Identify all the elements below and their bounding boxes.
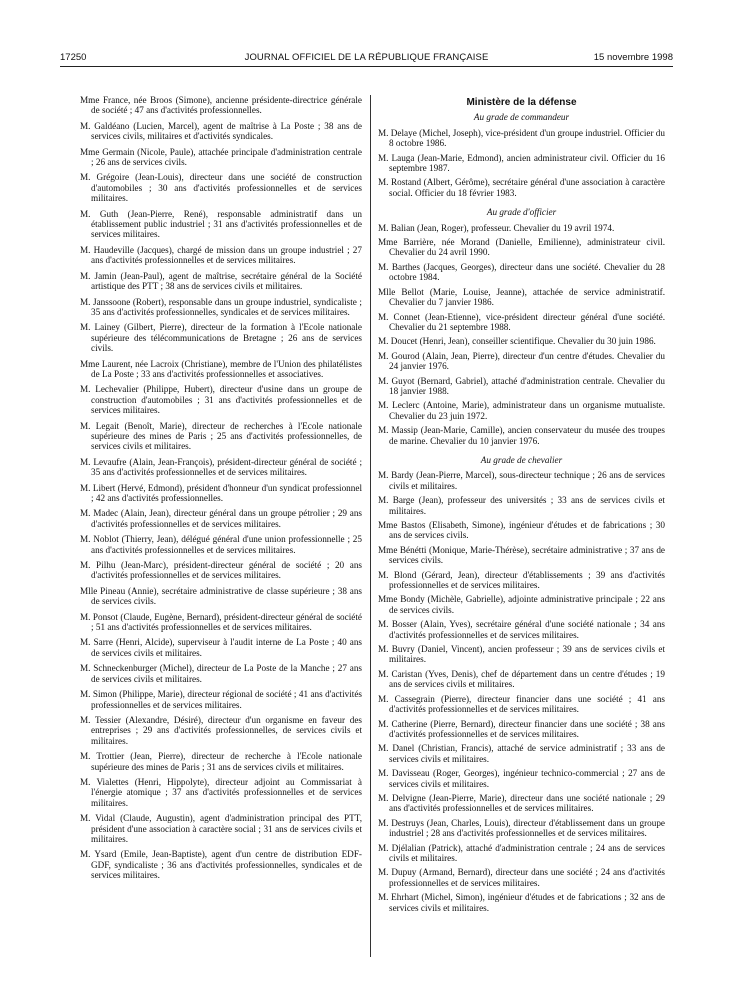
honoree-entry: M. Pilhu (Jean-Marc), président-directeur général de société ; 20 ans d'activités professionnelles et de services militaires. — [80, 560, 362, 581]
page-number: 17250 — [60, 52, 87, 63]
right-column — [378, 95, 665, 917]
honoree-entry: Mme Bondy (Michèle, Gabrielle), adjointe administrative principale ; 22 ans de services civils. — [378, 594, 665, 615]
honoree-entry: M. Massip (Jean-Marie, Camille), ancien conservateur du musée des troupes de marine. Chevalier du 10 janvier 1976. — [378, 425, 665, 446]
honoree-entry: M. Caristan (Yves, Denis), chef de département dans un centre d'études ; 19 ans de services civils et militaires. — [378, 668, 665, 690]
honoree-entry: M. Galdéano (Lucien, Marcel), agent de maîtrise à La Poste ; 38 ans de services civils, militaires et d'activités syndicales. — [80, 120, 362, 142]
honoree-entry: Mme Barrière, née Morand (Danielle, Emilienne), administrateur civil. Chevalier du 24 avril 1990. — [378, 237, 665, 258]
officier-list — [378, 223, 665, 446]
honoree-entry: M. Haudeville (Jacques), chargé de mission dans un groupe industriel ; 27 ans d'activités professionnelles et de services militaires. — [80, 244, 362, 266]
header-rule — [60, 66, 673, 67]
honoree-entry: M. Rostand (Albert, Gérôme), secrétaire général d'une association à caractère social. Officier du 18 février 1983. — [378, 177, 665, 198]
issue-date: 15 novembre 1998 — [593, 52, 673, 63]
honoree-entry: M. Barthes (Jacques, Georges), directeur dans une société. Chevalier du 28 octobre 1984. — [378, 261, 665, 283]
honoree-entry: M. Lainey (Gilbert, Pierre), directeur de la formation à l'Ecole nationale supérieure des télécommunications de Bretagne ; 26 ans de services civils. — [80, 322, 362, 354]
honoree-entry: M. Legait (Benoît, Marie), directeur de recherches à l'Ecole nationale supérieure des mines de Paris ; 25 ans d'activités professionnelles, de services civils et militaires. — [80, 420, 362, 452]
honoree-entry: M. Libert (Hervé, Edmond), président d'honneur d'un syndicat professionnel ; 42 ans d'activités professionnelles. — [80, 482, 362, 503]
honoree-entry: M. Noblot (Thierry, Jean), délégué général d'une union professionnelle ; 25 ans d'activités professionnelles et de services militaires. — [80, 534, 362, 555]
honoree-entry: Mme Bénétti (Monique, Marie-Thérèse), secrétaire administrative ; 37 ans de services civils. — [378, 544, 665, 566]
honoree-entry: Mme France, née Broos (Simone), ancienne présidente-directrice générale de société ; 47 ans d'activités professionnelles. — [80, 95, 362, 116]
column-divider — [370, 95, 371, 957]
honoree-entry: M. Lechevalier (Philippe, Hubert), directeur d'usine dans un groupe de construction d'automobiles ; 31 ans d'activités professionnelles et de services militaires. — [80, 384, 362, 416]
grade-heading-chevalier: Au grade de chevalier — [480, 454, 563, 465]
honoree-entry: M. Connet (Jean-Etienne), vice-président directeur général d'une société. Chevalier du 21 septembre 1988. — [378, 311, 665, 332]
honoree-entry: M. Ysard (Emile, Jean-Baptiste), agent d'un centre de distribution EDF-GDF, syndicaliste ; 36 ans d'activités professionnelles, syndicales et de services militaires. — [80, 849, 362, 881]
honoree-entry: Mme Laurent, née Lacroix (Christiane), membre de l'Union des philatélistes de La Poste ; 33 ans d'activités professionnelles et associatives. — [80, 358, 362, 379]
journal-title: JOURNAL OFFICIEL DE LA RÉPUBLIQUE FRANÇAISE — [244, 52, 489, 63]
honoree-entry: M. Janssoone (Robert), responsable dans un groupe industriel, syndicaliste ; 35 ans d'activités professionnelles, syndicales et de services militaires. — [80, 296, 362, 317]
honoree-entry: M. Sarre (Henri, Alcide), superviseur à l'audit interne de La Poste ; 40 ans de services civils et militaires. — [80, 637, 362, 658]
honoree-entry: M. Dupuy (Armand, Bernard), directeur dans une société ; 24 ans d'activités professionnelles et de services militaires. — [378, 867, 665, 888]
honoree-entry: M. Danel (Christian, Francis), attaché de service administratif ; 33 ans de services civils et militaires. — [378, 743, 665, 764]
ministry-heading: Ministère de la défense — [466, 97, 577, 108]
honoree-entry: Mme Germain (Nicole, Paule), attachée principale d'administration centrale ; 26 ans de services civils. — [80, 146, 362, 168]
honoree-entry: M. Bosser (Alain, Yves), secrétaire général d'une société nationale ; 34 ans d'activités professionnelles et de services militaires. — [378, 619, 665, 640]
honoree-entry: Mme Bastos (Elisabeth, Simone), ingénieur d'études et de fabrications ; 30 ans de services civils. — [378, 520, 665, 541]
honoree-entry: Mlle Pineau (Annie), secrétaire administrative de classe supérieure ; 38 ans de services civils. — [80, 585, 362, 607]
honoree-entry: M. Buvry (Daniel, Vincent), ancien professeur ; 39 ans de services civils et militaires. — [378, 644, 665, 665]
honoree-entry: M. Tessier (Alexandre, Désiré), directeur d'un organisme en faveur des entreprises ; 29 ans d'activités professionnelles, de services civils et militaires. — [80, 714, 362, 746]
honoree-entry: M. Vialettes (Henri, Hippolyte), directeur adjoint au Commissariat à l'énergie atomique ; 37 ans d'activités professionnelles et de services militaires. — [80, 776, 362, 808]
honoree-entry: M. Schneckenburger (Michel), directeur de La Poste de la Manche ; 27 ans de services civils et militaires. — [80, 663, 362, 684]
honoree-entry: M. Delvigne (Jean-Pierre, Marie), directeur dans une société nationale ; 29 ans d'activités professionnelles et de services militaires. — [378, 792, 665, 814]
honoree-entry: M. Ehrhart (Michel, Simon), ingénieur d'études et de fabrications ; 32 ans de services civils et militaires. — [378, 892, 665, 913]
honoree-entry: M. Balian (Jean, Roger), professeur. Chevalier du 19 avril 1974. — [378, 222, 615, 233]
honoree-entry: M. Trottier (Jean, Pierre), directeur de recherche à l'Ecole nationale supérieure des mines de Paris ; 31 ans de services civils et militaires. — [80, 751, 362, 772]
honoree-entry: M. Levaufre (Alain, Jean-François), président-directeur général de société ; 35 ans d'activités professionnelles et de services militaires. — [80, 456, 362, 478]
honoree-entry: M. Barge (Jean), professeur des universités ; 33 ans de services civils et militaires. — [378, 495, 665, 516]
honoree-entry: Mlle Bellot (Marie, Louise, Jeanne), attachée de service administratif. Chevalier du 7 janvier 1986. — [378, 286, 665, 308]
honoree-entry: M. Djélalian (Patrick), attaché d'administration centrale ; 24 ans de services civils et militaires. — [378, 842, 665, 863]
commandeur-list — [378, 128, 665, 198]
honoree-entry: M. Guth (Jean-Pierre, René), responsable administratif dans un établissement public industriel ; 31 ans d'activités professionnelles et de services militaires. — [80, 208, 362, 240]
page-header — [60, 52, 673, 66]
grade-heading-commandeur: Au grade de commandeur — [473, 112, 570, 123]
honoree-entry: M. Davisseau (Roger, Georges), ingénieur technico-commercial ; 27 ans de services civils et militaires. — [378, 768, 665, 789]
honoree-entry: M. Destruys (Jean, Charles, Louis), directeur d'établissement dans un groupe industriel ; 28 ans d'activités professionnelles et de services militaires. — [378, 817, 665, 839]
honoree-entry: M. Vidal (Claude, Augustin), agent d'administration principal des PTT, président d'une association à caractère social ; 31 ans de services civils et militaires. — [80, 813, 362, 844]
honoree-entry: M. Gourod (Alain, Jean, Pierre), directeur d'un centre d'études. Chevalier du 24 janvier 1976. — [378, 350, 665, 372]
honoree-entry: M. Lauga (Jean-Marie, Edmond), ancien administrateur civil. Officier du 16 septembre 1987. — [378, 152, 665, 174]
honoree-entry: M. Cassegrain (Pierre), directeur financier dans une société ; 41 ans d'activités professionnelles et de services militaires. — [378, 693, 665, 715]
chevalier-list — [378, 470, 665, 913]
honoree-entry: M. Leclerc (Antoine, Marie), administrateur dans un organisme mutualiste. Chevalier du 23 juin 1972. — [378, 400, 665, 421]
honoree-entry: M. Guyot (Bernard, Gabriel), attaché d'administration centrale. Chevalier du 18 janvier 1988. — [378, 375, 665, 396]
honoree-entry: M. Bardy (Jean-Pierre, Marcel), sous-directeur technique ; 26 ans de services civils et militaires. — [378, 470, 665, 491]
honoree-entry: M. Madec (Alain, Jean), directeur général dans un groupe pétrolier ; 29 ans d'activités professionnelles et de services militaires. — [80, 508, 362, 529]
honoree-entry: M. Doucet (Henri, Jean), conseiller scientifique. Chevalier du 30 juin 1986. — [378, 336, 656, 347]
honoree-entry: M. Jamin (Jean-Paul), agent de maîtrise, secrétaire général de la Société artistique des PTT ; 38 ans de services civils et militaires. — [80, 270, 362, 292]
honoree-entry: M. Grégoire (Jean-Louis), directeur dans une société de construction d'automobiles ; 30 ans d'activités professionnelles et de services militaires. — [80, 172, 362, 204]
left-column — [80, 95, 362, 886]
grade-heading-officier: Au grade d'officier — [486, 207, 557, 218]
honoree-entry: M. Ponsot (Claude, Eugène, Bernard), président-directeur général de société ; 51 ans d'activités professionnelles et de services militaires. — [80, 611, 362, 633]
honoree-entry: M. Catherine (Pierre, Bernard), directeur financier dans une société ; 38 ans d'activités professionnelles et de services militaires. — [378, 718, 665, 739]
honoree-entry: M. Simon (Philippe, Marie), directeur régional de société ; 41 ans d'activités professionnelles et de services militaires. — [80, 689, 362, 710]
honoree-entry: M. Blond (Gérard, Jean), directeur d'établissements ; 39 ans d'activités professionnelles et de services militaires. — [378, 569, 665, 591]
honoree-entry: M. Delaye (Michel, Joseph), vice-président d'un groupe industriel. Officier du 8 octobre 1986. — [378, 127, 665, 149]
